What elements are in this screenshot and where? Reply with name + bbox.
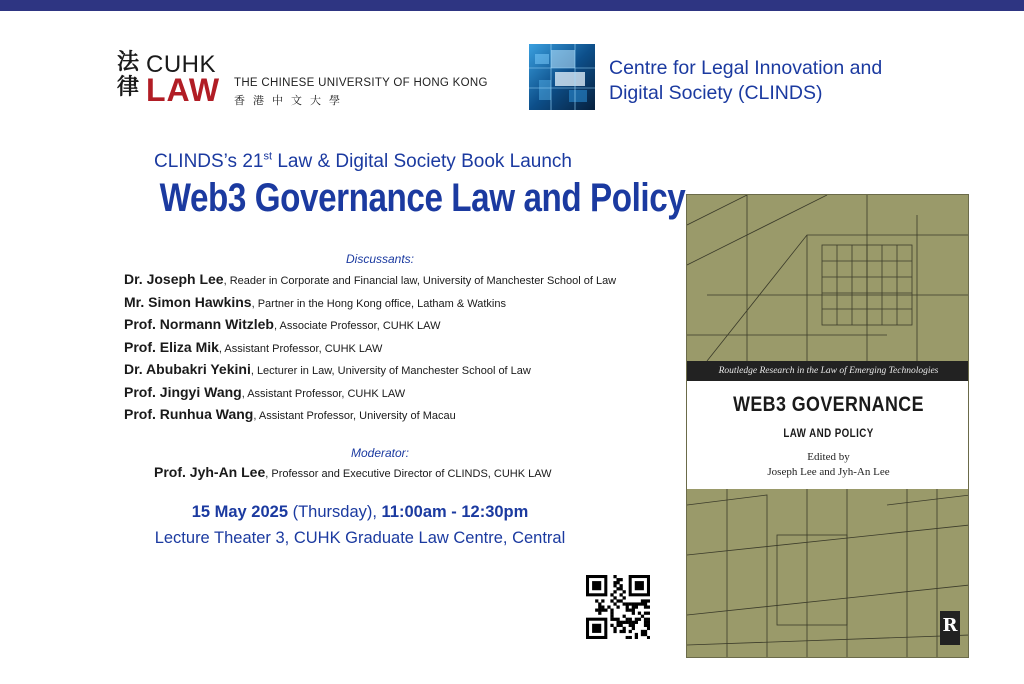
discussants-list: [124, 268, 664, 426]
discussant-role: , Reader in Corporate and Financial law, University of Manchester School of Law: [223, 275, 617, 287]
event-venue: Lecture Theater 3, CUHK Graduate Law Centre, Central: [154, 529, 566, 547]
discussants-label: Discussants:: [345, 252, 415, 266]
series-ordinal-suffix: st: [263, 150, 273, 163]
book-series-band: Routledge Research in the Law of Emerging Technologies: [687, 361, 969, 381]
moderator-name: Prof. Jyh-An Lee: [154, 464, 266, 480]
university-name-chinese: 香港中文大學: [234, 94, 348, 107]
discussant-name: Dr. Abubakri Yekini: [124, 361, 251, 377]
discussant-role: , Partner in the Hong Kong office, Latham & Watkins: [251, 297, 506, 310]
book-subtitle: LAW AND POLICY: [783, 428, 874, 440]
discussant-name: Prof. Jingyi Wang: [124, 383, 242, 400]
discussant-item: [124, 313, 664, 336]
series-suffix: Law & Digital Society Book Launch: [272, 151, 572, 172]
discussant-name: Prof. Normann Witzleb: [124, 316, 274, 332]
moderator-item: [154, 461, 654, 485]
discussant-item: [124, 358, 664, 381]
cuhk-law-logo: [117, 49, 488, 108]
discussant-role: , Lecturer in Law, University of Manchester School of Law: [250, 365, 531, 377]
discussant-name: Mr. Simon Hawkins: [124, 293, 252, 310]
clinds-logo-image: [529, 44, 595, 110]
discussant-role: , Assistant Professor, University of Macau: [253, 410, 456, 422]
book-title: WEB3 GOVERNANCE: [733, 393, 924, 416]
discussant-name: Dr. Joseph Lee: [124, 271, 224, 287]
cuhk-wordmark: CUHK: [146, 51, 217, 78]
book-cover-image: [686, 194, 969, 658]
moderator-role: , Professor and Executive Director of CLINDS, CUHK LAW: [265, 468, 552, 480]
book-title-band: [687, 381, 969, 489]
discussant-name: Prof. Runhua Wang: [124, 406, 254, 422]
registration-qr-code[interactable]: [586, 575, 650, 639]
event-date: 15 May 2025: [191, 503, 289, 521]
university-name-english: THE CHINESE UNIVERSITY OF HONG KONG: [234, 77, 488, 89]
discussant-item: [124, 336, 664, 359]
discussant-name: Prof. Eliza Mik: [124, 338, 219, 355]
cuhk-law-chinese-mark: 法律: [117, 49, 140, 100]
clinds-centre-name: Centre for Legal Innovation and Digital Society (CLINDS): [609, 57, 883, 104]
discussant-item: [124, 403, 664, 426]
discussant-item: [124, 268, 664, 291]
event-title: Web3 Governance Law and Policy: [159, 176, 686, 220]
moderator-label: Moderator:: [350, 446, 410, 460]
discussant-item: [124, 291, 664, 314]
event-weekday: (Thursday),: [288, 503, 382, 521]
law-wordmark: LAW: [146, 72, 221, 108]
book-editors: Joseph Lee and Jyh-An Lee: [767, 466, 890, 478]
event-time: 11:00am - 12:30pm: [381, 503, 529, 521]
discussant-role: , Associate Professor, CUHK LAW: [274, 320, 441, 332]
series-prefix: CLINDS’s 21: [154, 151, 264, 172]
event-date-time: [120, 503, 600, 522]
discussant-item: [124, 381, 664, 404]
discussant-role: , Assistant Professor, CUHK LAW: [218, 342, 383, 355]
routledge-publisher-icon: R: [940, 611, 960, 645]
discussant-role: , Assistant Professor, CUHK LAW: [241, 387, 406, 400]
top-accent-bar: [0, 0, 1024, 11]
book-edited-by: Edited by: [807, 451, 850, 463]
event-series-line: [128, 151, 598, 173]
